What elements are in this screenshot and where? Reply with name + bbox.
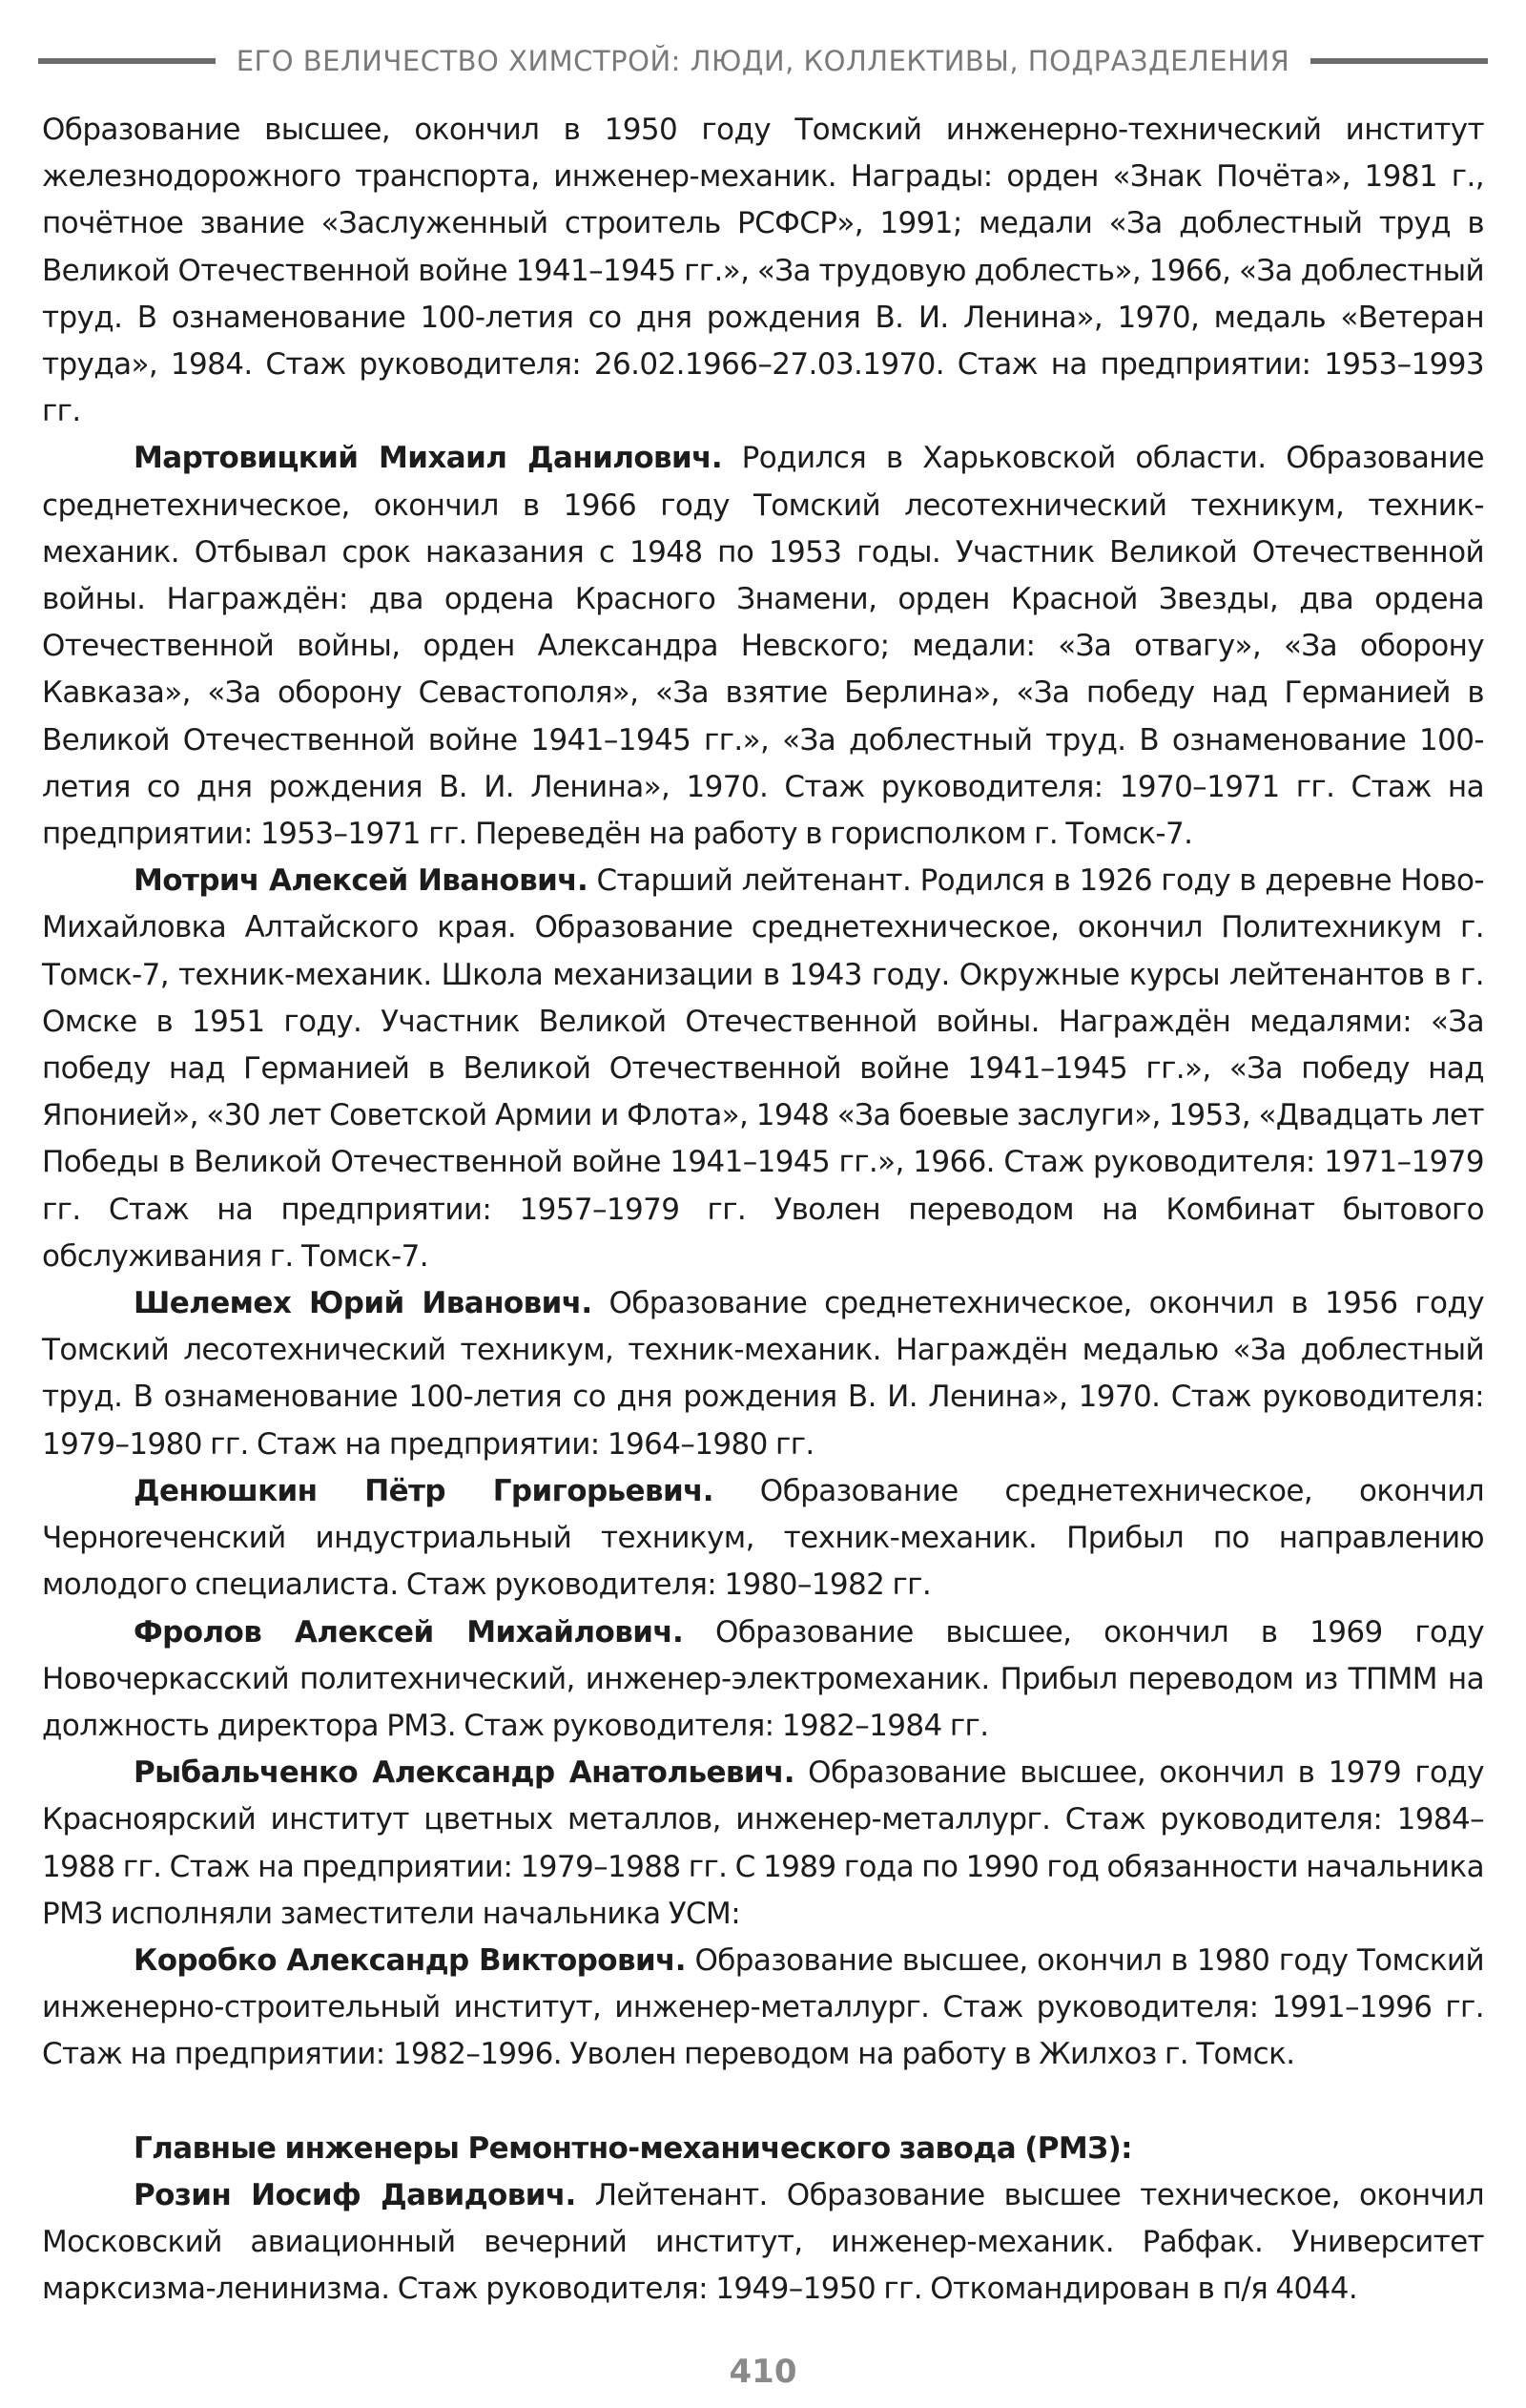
header-title: ЕГО ВЕЛИЧЕСТВО ХИМСТРОЙ: ЛЮДИ, КОЛЛЕКТИВЫ, ПОДРАЗДЕЛЕНИЯ <box>236 45 1290 77</box>
biography-entry <box>42 1750 1484 1938</box>
biography-text: Лейтенант. Образование высшее техническое, окончил Московский авиационный вечерний институт, инженер-механик. Рабфак. Университет марксизма-ленинизма. Стаж руководителя: 1949–1950 гг. Откомандирован в п/я 4044. <box>42 2177 1484 2307</box>
biography-text: Образование среднетехническое, окончил Черноreченский индустриальный техникум, техник-механик. Прибыл по направлению молодого специалиста. Стаж руководителя: 1980–1982 гг. <box>42 1473 1484 1603</box>
biography-text: Образование среднетехническое, окончил в 1956 году Томский лесотехнический техникум, техник-механик. Награждён медалью «За доблестный труд. В ознаменование 100-летия со дня рождения В. И. Ленина», 1970. Стаж руководителя: 1979–1980 гг. Стаж на предприятии: 1964–1980 гг. <box>42 1286 1484 1462</box>
page-body <box>42 107 1484 2313</box>
intro-paragraph: Образование высшее, окончил в 1950 году Томский инженерно-технический институт железнодорожного транспорта, инженер-механик. Награды: орден «Знак Почёта», 1981 г., почётное звание «Заслуженный строитель РСФСР», 1991; медали «За доблестный труд в Великой Отечественной войне 1941–1945 гг.», «За трудовую доблесть», 1966, «За доблестный труд. В ознаменование 100-летия со дня рождения В. И. Ленина», 1970, медаль «Ветеран труда», 1984. Стаж руководителя: 26.02.1966–27.03.1970. Стаж на предприятии: 1953–1993 гг. <box>42 113 1484 429</box>
biography-entry <box>42 1609 1484 1751</box>
biography-text: Образование высшее, окончил в 1980 году Томский инженерно-строительный институт, инженер-металлург. Стаж руководителя: 1991–1996 гг. Стаж на предприятии: 1982–1996. Уволен переводом на работу в Жилхоз г. Томск. <box>42 1942 1484 2072</box>
biography-entry <box>42 1938 1484 2079</box>
biography-entry <box>42 858 1484 1280</box>
person-name: Коробко Александр Викторович. <box>134 1942 686 1978</box>
biography-entry <box>42 2172 1484 2314</box>
person-name: Мартовицкий Михаил Данилович. <box>134 441 723 476</box>
person-name: Денюшкин Пётр Григорьевич. <box>134 1473 713 1508</box>
header-rule-right <box>1310 58 1488 64</box>
person-name: Мотрич Алексей Иванович. <box>134 863 588 899</box>
running-header <box>38 42 1488 80</box>
biography-entry <box>42 1280 1484 1468</box>
biography-entry <box>42 1468 1484 1609</box>
biography-text: Образование высшее, окончил в 1969 году Новочеркасский политехнический, инженер-электромеханик. Прибыл переводом из ТПММ на должность директора РМЗ. Стаж руководителя: 1982–1984 гг. <box>42 1614 1485 1743</box>
section-heading: Главные инженеры Ремонтно-механического завода (РМЗ): <box>134 2130 1132 2166</box>
person-name: Рыбальченко Александр Анатольевич. <box>134 1755 794 1791</box>
person-name: Шелемех Юрий Иванович. <box>134 1286 592 1321</box>
biography-entry <box>42 435 1484 858</box>
biography-text: Родился в Харьковской области. Образование среднетехническое, окончил в 1966 году Томский лесотехнический техникум, техник-механик. Отбывал срок наказания с 1948 по 1953 годы. Участник Великой Отечественной войны. Награждён: два ордена Красного Знамени, орден Красной Звезды, два ордена Отечественной войны, орден Александра Невского; медали: «За отвагу», «За оборону Кавказа», «За оборону Севастополя», «За взятие Берлина», «За победу над Германией в Великой Отечественной войне 1941–1945 гг.», «За доблестный труд. В ознаменование 100-летия со дня рождения В. И. Ленина», 1970. Стаж руководителя: 1970–1971 гг. Стаж на предприятии: 1953–1971 гг. Переведён на работу в горисполком г. Томск-7. <box>42 441 1484 852</box>
person-name: Фролов Алексей Михайлович. <box>134 1614 684 1650</box>
person-name: Розин Иосиф Давидович. <box>134 2177 576 2212</box>
header-rule-left <box>38 58 216 64</box>
biography-text: Старший лейтенант. Родился в 1926 году в деревне Ново-Михайловка Алтайского края. Образование среднетехническое, окончил Политехникум г. Томск-7, техник-механик. Школа механизации в 1943 году. Окружные курсы лейтенантов в г. Омске в 1951 году. Участник Великой Отечественной войны. Награждён медалями: «За победу над Германией в Великой Отечественной войне 1941–1945 гг.», «За победу над Японией», «30 лет Советской Армии и Флота», 1948 «За боевые заслуги», 1953, «Двадцать лет Победы в Великой Отечественной войне 1941–1945 гг.», 1966. Стаж руководителя: 1971–1979 гг. Стаж на предприятии: 1957–1979 гг. Уволен переводом на Комбинат бытового обслуживания г. Томск-7. <box>42 863 1484 1274</box>
page-number: 410 <box>729 2353 797 2391</box>
biography-text: Образование высшее, окончил в 1979 году Красноярский институт цветных металлов, инженер-металлург. Стаж руководителя: 1984–1988 гг. Стаж на предприятии: 1979–1988 гг. С 1989 года по 1990 год обязанности начальника РМЗ исполняли заместители начальника УСМ: <box>42 1755 1484 1931</box>
